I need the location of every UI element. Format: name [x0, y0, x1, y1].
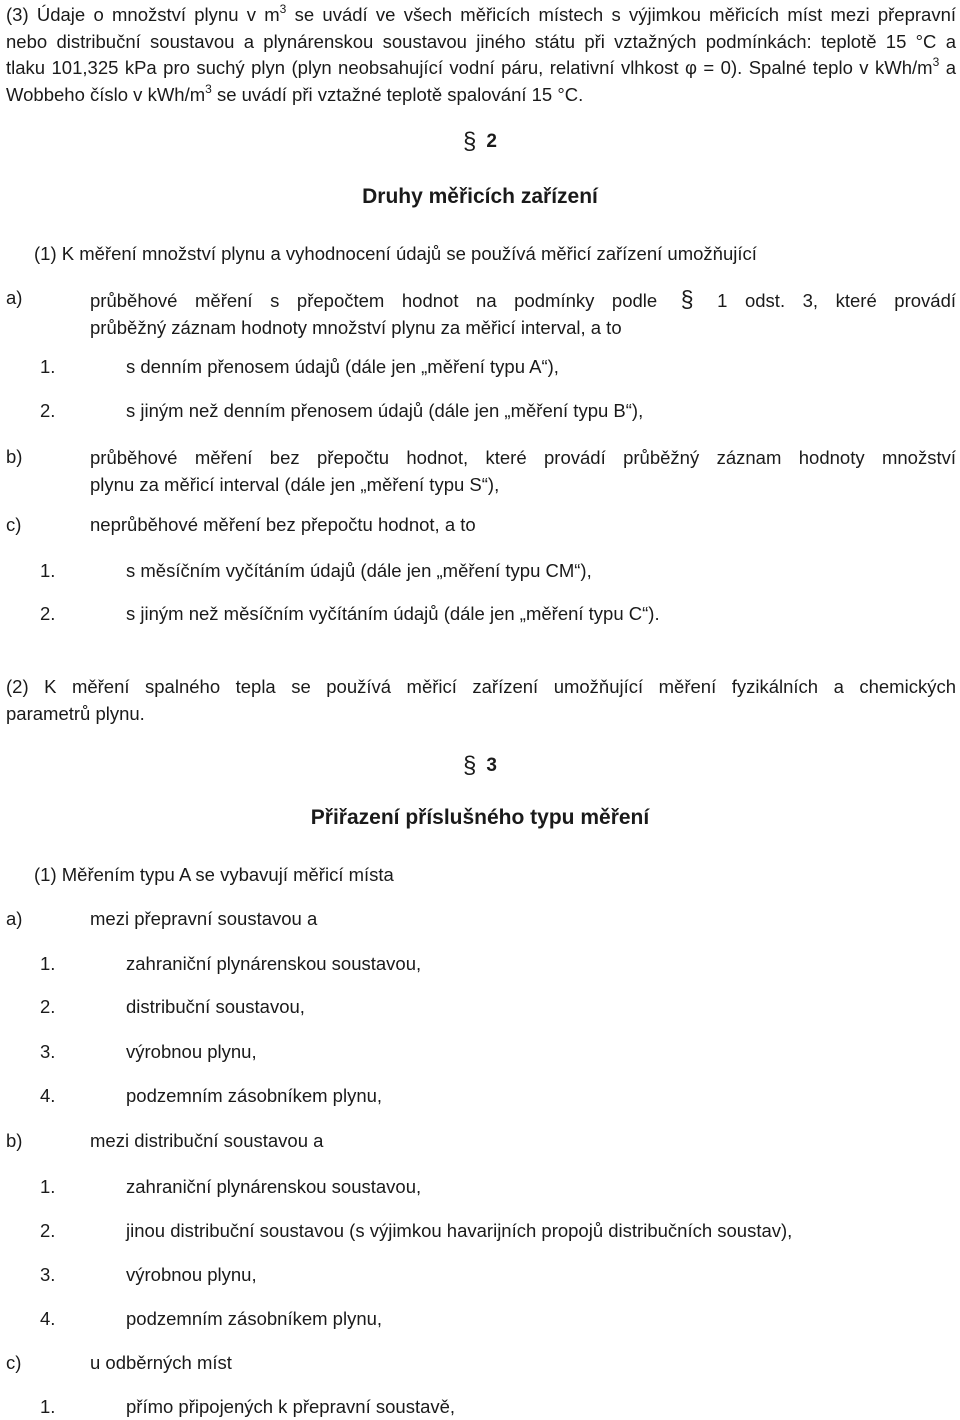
s3-a-4-text: podzemním zásobníkem plynu,	[126, 1085, 383, 1106]
s3-b-1-text: zahraniční plynárenskou soustavou,	[126, 1176, 422, 1197]
s3-b-2-number: 2.	[40, 1220, 56, 1241]
item-c-2-number: 2.	[40, 603, 56, 624]
section-3-title: Přiřazení příslušného typu měření	[310, 806, 650, 829]
s3-item-a-label: a)	[6, 908, 23, 929]
s3-b-4-text: podzemním zásobníkem plynu,	[126, 1308, 383, 1329]
s3-a-2-text: distribuční soustavou,	[126, 996, 305, 1017]
intro-line-2: nebo distribuční soustavou a plynárenskou soustavou jiného státu při vztažných podmínkách: teplotě 15 °C a	[6, 30, 956, 52]
section-2-title: Druhy měřicích zařízení	[362, 185, 598, 208]
s3-b-1-number: 1.	[40, 1176, 56, 1197]
item-c-1-text: s měsíčním vyčítáním údajů (dále jen „měření typu CM“),	[126, 560, 592, 581]
s3-a-3-number: 3.	[40, 1041, 56, 1062]
s3-b-3-number: 3.	[40, 1264, 56, 1285]
s3-item-b-text: mezi distribuční soustavou a	[90, 1130, 324, 1151]
s3-item-c-label: c)	[6, 1352, 22, 1373]
item-a-1-text: s denním přenosem údajů (dále jen „měření typu A“),	[126, 356, 559, 377]
s3-b-4-number: 4.	[40, 1308, 56, 1329]
section-2-paragraph-2: (2) K měření spalného tepla se používá měřicí zařízení umožňující měření fyzikálních a chemických parametrů plynu.	[6, 676, 956, 724]
item-a-2-number: 2.	[40, 400, 56, 421]
s3-c-1-text: přímo připojených k přepravní soustavě,	[126, 1396, 456, 1417]
item-b-label: b)	[6, 446, 23, 467]
s3-a-4-number: 4.	[40, 1085, 56, 1106]
item-a-text: průběhové měření s přepočtem hodnot na podmínky podle § 1 odst. 3, které provádí průběžný záznam hodnoty množství plynu za měřicí interval, a to	[90, 286, 957, 338]
s3-item-a-text: mezi přepravní soustavou a	[90, 908, 318, 929]
s3-b-3-text: výrobnou plynu,	[126, 1264, 257, 1285]
intro-paragraph	[6, 2, 956, 108]
intro-line-1: (3) Údaje o množství plynu v $m^3$ se uvádí ve všech měřicích místech s výjimkou měřicích míst mezi přepravní	[6, 2, 956, 25]
item-a-label: a)	[6, 287, 23, 308]
intro-line-4: Wobbeho číslo v kWh/$m^3$ se uvádí při vztažné teplotě spalování 15 °C.	[6, 81, 584, 105]
s3-a-1-text: zahraniční plynárenskou soustavou,	[126, 953, 422, 974]
item-c-2-text: s jiným než měsíčním vyčítáním údajů (dále jen „měření typu C“).	[126, 603, 660, 624]
item-a-1-number: 1.	[40, 356, 56, 377]
intro-line-3: tlaku 101,325 kPa pro suchý plyn (plyn neobsahující vodní páru, relativní vlhkost φ = 0). Spalné teplo v kWh/$m^3$ a	[6, 55, 956, 78]
s3-b-2-text: jinou distribuční soustavou (s výjimkou havarijních propojů distribučních soustav),	[126, 1220, 793, 1241]
item-b-text: průběhové měření bez přepočtu hodnot, které provádí průběžný záznam hodnoty množství plynu za měřicí interval (dále jen „měření typu S“),	[90, 447, 956, 495]
section-3-number: § 3	[463, 752, 497, 779]
section-sign-icon: §	[680, 286, 694, 312]
item-c-1-number: 1.	[40, 560, 56, 581]
section-3-paragraph-1: (1) Měřením typu A se vybavují měřicí místa	[34, 864, 394, 885]
section-sign-icon: §	[463, 128, 477, 155]
s3-c-1-number: 1.	[40, 1396, 56, 1417]
s3-item-b-label: b)	[6, 1130, 23, 1151]
item-c-text: neprůběhové měření bez přepočtu hodnot, a to	[90, 514, 476, 535]
item-a-2-text: s jiným než denním přenosem údajů (dále jen „měření typu B“),	[126, 400, 644, 421]
s3-a-3-text: výrobnou plynu,	[126, 1041, 257, 1062]
section-sign-icon: §	[463, 752, 477, 779]
s3-a-2-number: 2.	[40, 996, 56, 1017]
section-2-number: § 2	[463, 128, 497, 155]
item-c-label: c)	[6, 514, 22, 535]
s3-item-c-text: u odběrných míst	[90, 1352, 232, 1373]
section-2-paragraph-1: (1) K měření množství plynu a vyhodnocení údajů se používá měřicí zařízení umožňující	[34, 243, 757, 264]
s3-a-1-number: 1.	[40, 953, 56, 974]
